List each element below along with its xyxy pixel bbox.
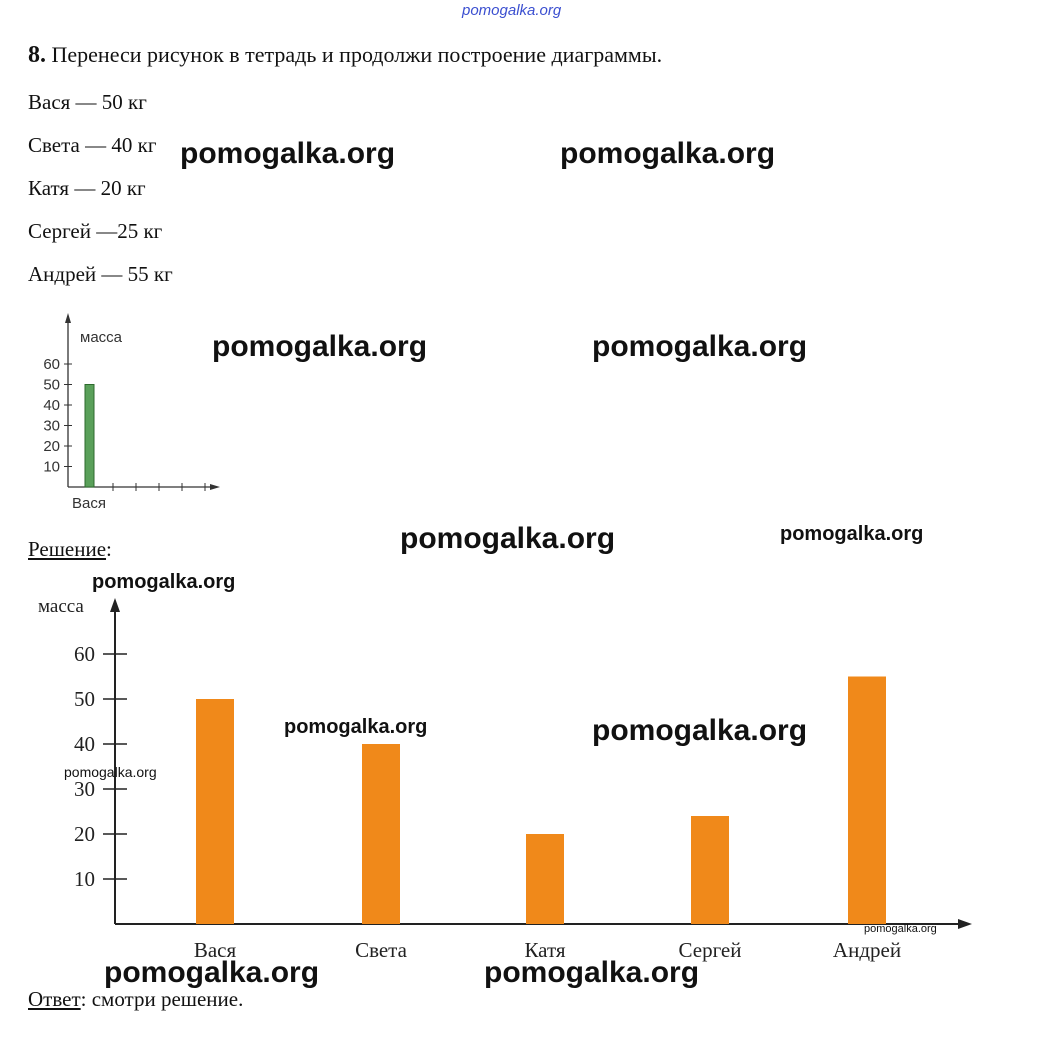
y-tick-label: 60 [43, 356, 60, 373]
watermark: pomogalka.org [592, 330, 808, 363]
y-axis-arrow [110, 598, 120, 612]
data-line-sveta: Света — 40 кг [28, 133, 157, 157]
answer-text: : смотри решение. [80, 987, 244, 1011]
y-tick-label: 10 [43, 458, 60, 476]
watermark: pomogalka.org [592, 714, 808, 747]
watermark: pomogalka.org [484, 956, 700, 989]
x-axis-arrow [210, 484, 220, 490]
x-tick-label: Сергей [678, 938, 742, 962]
watermark: pomogalka.org [104, 956, 320, 989]
bar-3 [526, 834, 564, 924]
watermark: pomogalka.org [212, 330, 428, 363]
y-tick-label: 30 [74, 777, 95, 801]
watermark: pomogalka.org [560, 137, 776, 170]
solution-colon: : [106, 537, 112, 561]
y-tick-label: 20 [74, 822, 95, 846]
task-statement [28, 42, 662, 69]
y-tick-label: 60 [74, 642, 95, 666]
watermark: pomogalka.org [400, 522, 616, 555]
x-tick-label: Вася [193, 938, 237, 962]
task-number: 8. [28, 42, 46, 68]
y-tick-label: 20 [43, 438, 60, 455]
solution-label: Решение [28, 537, 107, 561]
y-tick-label: 30 [43, 417, 60, 435]
y-tick-label: 50 [43, 376, 60, 394]
watermark: pomogalka.org [284, 716, 428, 738]
bar-4 [691, 816, 729, 924]
x-axis-arrow [958, 919, 972, 929]
answer-label: Ответ [28, 987, 81, 1011]
y-axis-arrow [65, 313, 71, 323]
bar-1 [196, 699, 234, 924]
watermark: pomogalka.org [64, 764, 157, 780]
x-tick-label: Андрей [832, 938, 902, 962]
watermark: pomogalka.org [864, 923, 937, 935]
answer-line [28, 987, 243, 1012]
task-text: Перенеси рисунок в тетрадь и продолжи построение диаграммы. [51, 42, 663, 67]
y-axis-label: масса [80, 329, 122, 346]
bar-5 [848, 677, 886, 925]
data-line-katya: Катя — 20 кг [28, 176, 146, 200]
data-line-andrey: Андрей — 55 кг [28, 262, 173, 286]
watermark: pomogalka.org [180, 137, 396, 170]
x-tick-label: Света [355, 938, 407, 962]
y-tick-label: 40 [74, 732, 95, 756]
y-tick-label: 40 [43, 397, 60, 414]
bar [85, 385, 94, 488]
data-line-vasya: Вася — 50 кг [28, 90, 147, 114]
y-axis-label: масса [38, 596, 84, 617]
y-tick-label: 10 [74, 867, 95, 891]
solution-chart [0, 580, 1000, 980]
watermark: pomogalka.org [780, 523, 924, 545]
y-tick-label: 50 [74, 687, 95, 711]
data-line-sergey: Сергей —25 кг [28, 219, 163, 243]
watermark: pomogalka.org [92, 571, 236, 593]
top-watermark: pomogalka.org [462, 2, 562, 19]
bar-2 [362, 744, 400, 924]
x-tick-label: Вася [72, 495, 106, 512]
solution-heading [28, 537, 112, 562]
x-tick-label: Катя [524, 938, 566, 962]
